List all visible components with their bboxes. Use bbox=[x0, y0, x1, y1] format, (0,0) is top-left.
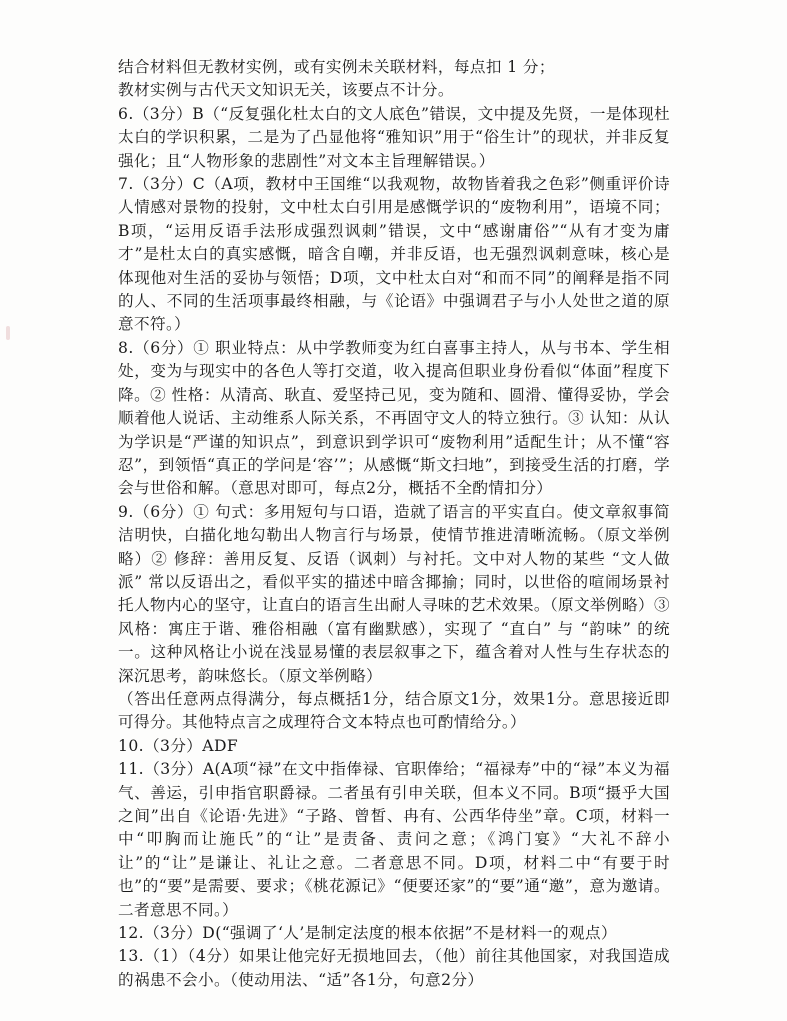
paragraph-answer-13: 13.（1）（4分）如果让他完好无损地回去，（他）前往其他国家，对我国造成的祸患不会小。（使动用法、“适”各1分，句意2分） bbox=[118, 947, 670, 989]
paragraph-scoring-note-1: 结合材料但无教材实例，或有实例未关联材料，每点扣 1 分； bbox=[118, 58, 555, 76]
scan-edge-mark bbox=[6, 326, 10, 340]
paragraph-answer-6: 6.（3分）B（“反复强化杜太白的文人底色”错误，文中提及先贤，一是体现杜太白的学识积累，二是为了凸显他将“雅知识”用于“俗生计”的现状，并非反复强化；且“人物形象的悲剧性”对文本主旨理解错误。） bbox=[118, 104, 670, 170]
paragraph-answer-11: 11.（3分）A(A项“禄”在文中指俸禄、官职俸给；“福禄寿”中的“禄”本义为福气、善运，引申指官职爵禄。二者虽有引申关联，但本义不同。B项“摄乎大国之间”出自《论语·先进》“子路、曾皙、冉有、公西华侍坐”章。C项，材料一中“叩胸而让施氏”的“让”是责备、责问之意；《鸿门宴》“大礼不辞小让”的“让”是谦让、礼让之意。二者意思不同。D项，材料二中“有要于时也”的“要”是需要、要求；《桃花源记》“便要还家”的“要”通“邀”，意为邀请。二者意思不同。） bbox=[118, 760, 670, 919]
paragraph-answer-9: 9.（6分）① 句式：多用短句与口语，造就了语言的平实直白。使文章叙事简洁明快，白描化地勾勒出人物言行与场景，使情节推进清晰流畅。（原文举例略）② 修辞：善用反复、反语（讽刺）与衬托。文中对人物的某些 “文人做派” 常以反语出之，看似平实的描述中暗含揶揄；同时，以世俗的喧闹场景衬托人物内心的坚守，让直白的语言生出耐人寻味的艺术效果。（原文举例略）③ 风格：寓庄于谐、雅俗相融（富有幽默感），实现了 “直白” 与 “韵味” 的统一。这种风格让小说在浅显易懂的表层叙事之下，蕴含着对人性与生存状态的深沉思考，韵味悠长。（原文举例略） bbox=[118, 502, 670, 685]
paragraph-answer-9-scoring: （答出任意两点得满分，每点概括1分，结合原文1分，效果1分。意思接近即可得分。其他特点言之成理符合文本特点也可酌情给分。） bbox=[118, 689, 670, 732]
paragraph-answer-8: 8.（6分）① 职业特点：从中学教师变为红白喜事主持人，从与书本、学生相处，变为与现实中的各色人等打交道，收入提高但职业身份看似“体面”程度下降。② 性格：从清高、耿直、爱坚持己见，变为随和、圆滑、懂得妥协，学会顺着他人说话、主动维系人际关系，不再固守文人的特立独行。③ 认知：从认为学识是“严谨的知识点”，到意识到学识可“废物利用”适配生计；从不懂“容忍”，到领悟“真正的学问是‘容’”；从感慨“斯文扫地”，到接受生活的打磨，学会与世俗和解。（意思对即可，每点2分，概括不全酌情扣分） bbox=[118, 338, 670, 498]
paragraph-answer-7: 7.（3分）C（A项，教材中王国维“以我观物，故物皆着我之色彩”侧重评价诗人情感对景物的投射，文中杜太白引用是感慨学识的“废物利用”，语境不同；B项，“运用反语手法形成强烈讽刺”错误，文中“感谢庸俗”“从有才变为庸才”是杜太白的真实感慨，暗含自嘲，并非反语，也无强烈讽刺意味，核心是体现他对生活的妥协与领悟；D项，文中杜太白对“和而不同”的阐释是指不同的人、不同的生活项事最终相融，与《论语》中强调君子与小人处世之道的原意不符。） bbox=[118, 175, 670, 334]
paragraph-answer-12: 12.（3分）D(“强调了‘人’是制定法度的根本依据”不是材料一的观点） bbox=[118, 924, 618, 943]
answer-key-content bbox=[118, 56, 670, 992]
paragraph-answer-10: 10.（3分）ADF bbox=[118, 736, 239, 755]
paragraph-scoring-note-2: 教材实例与古代天文知识无关，该要点不计分。 bbox=[118, 81, 454, 100]
